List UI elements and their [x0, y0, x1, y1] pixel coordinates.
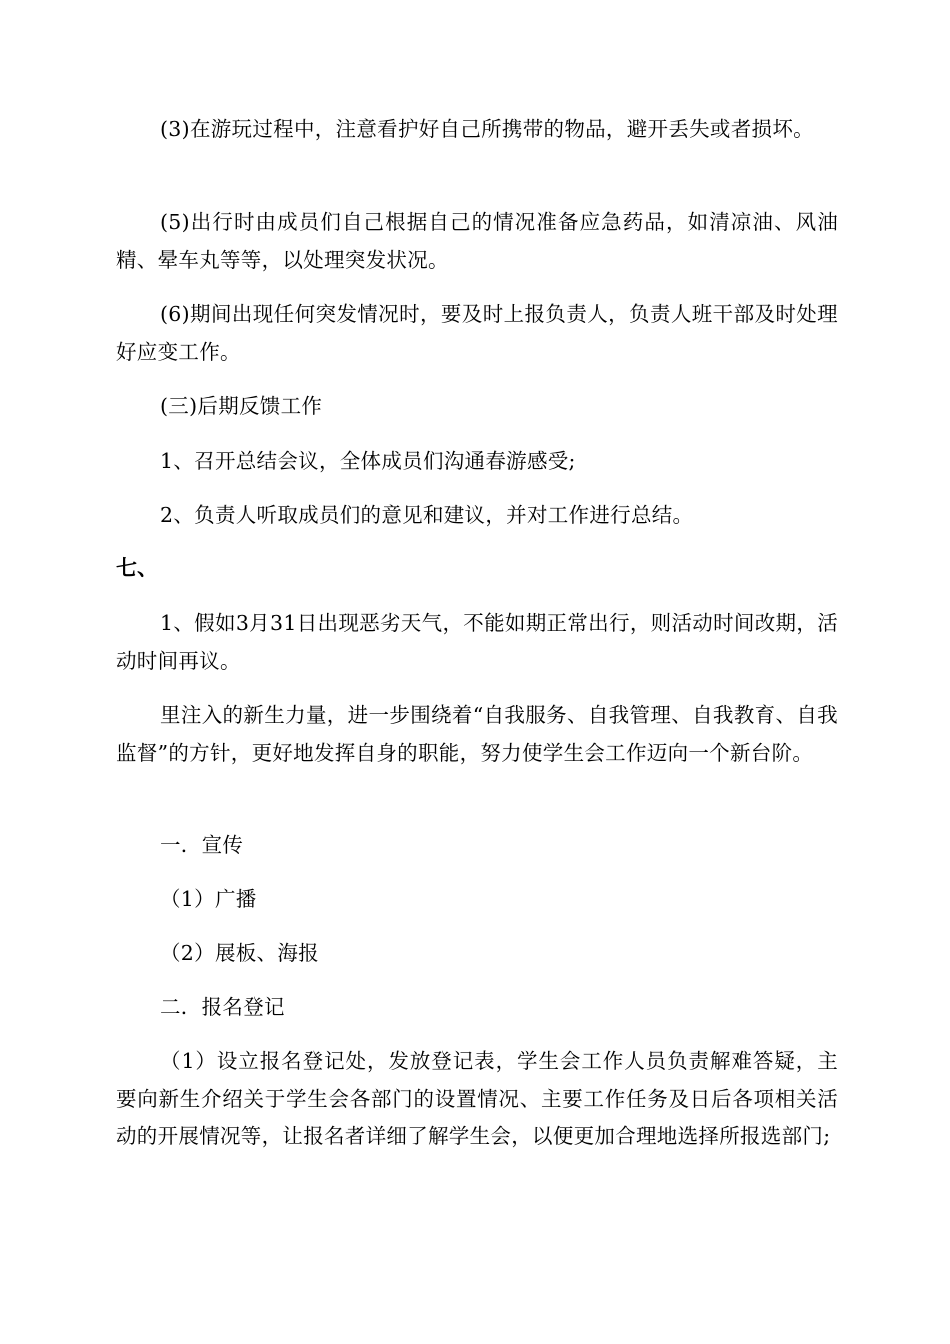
list-item-poster: （2）展板、海报: [160, 941, 319, 965]
paragraph-feedback-1: 1、召开总结会议，全体成员们沟通春游感受;: [160, 449, 576, 473]
paragraph-feedback-2: 2、负责人听取成员们的意见和建议，并对工作进行总结。: [160, 503, 694, 527]
section-heading-seven: 七、: [116, 556, 158, 580]
list-item-broadcast: （1）广播: [160, 887, 257, 911]
paragraph-registration-desk: （1）设立报名登记处，发放登记表，学生会工作人员负责解难答疑，主要向新生介绍关于学生会各部门的设置情况、主要工作任务及日后各项相关活动的开展情况等，让报名者详细了解学生会，以便更加合理地选择所报选部门;: [116, 1049, 838, 1148]
paragraph-item-5: (5)出行时由成员们自己根据自己的情况准备应急药品，如清凉油、风油精、晕车丸等等，以处理突发状况。: [116, 210, 838, 272]
paragraph-student-union: 里注入的新生力量，进一步围绕着“自我服务、自我管理、自我教育、自我监督”的方针，更好地发挥自身的职能，努力使学生会工作迈向一个新台阶。: [116, 703, 838, 765]
paragraph-item-3: (3)在游玩过程中，注意看护好自己所携带的物品，避开丢失或者损坏。: [160, 117, 814, 141]
list-heading-publicity: 一．宣传: [160, 833, 244, 857]
list-heading-registration: 二．报名登记: [160, 995, 285, 1019]
subsection-heading-feedback: (三)后期反馈工作: [160, 394, 323, 418]
paragraph-item-6: (6)期间出现任何突发情况时，要及时上报负责人，负责人班干部及时处理好应变工作。: [116, 302, 838, 364]
paragraph-weather: 1、假如3月31日出现恶劣天气，不能如期正常出行，则活动时间改期，活动时间再议。: [116, 611, 838, 673]
